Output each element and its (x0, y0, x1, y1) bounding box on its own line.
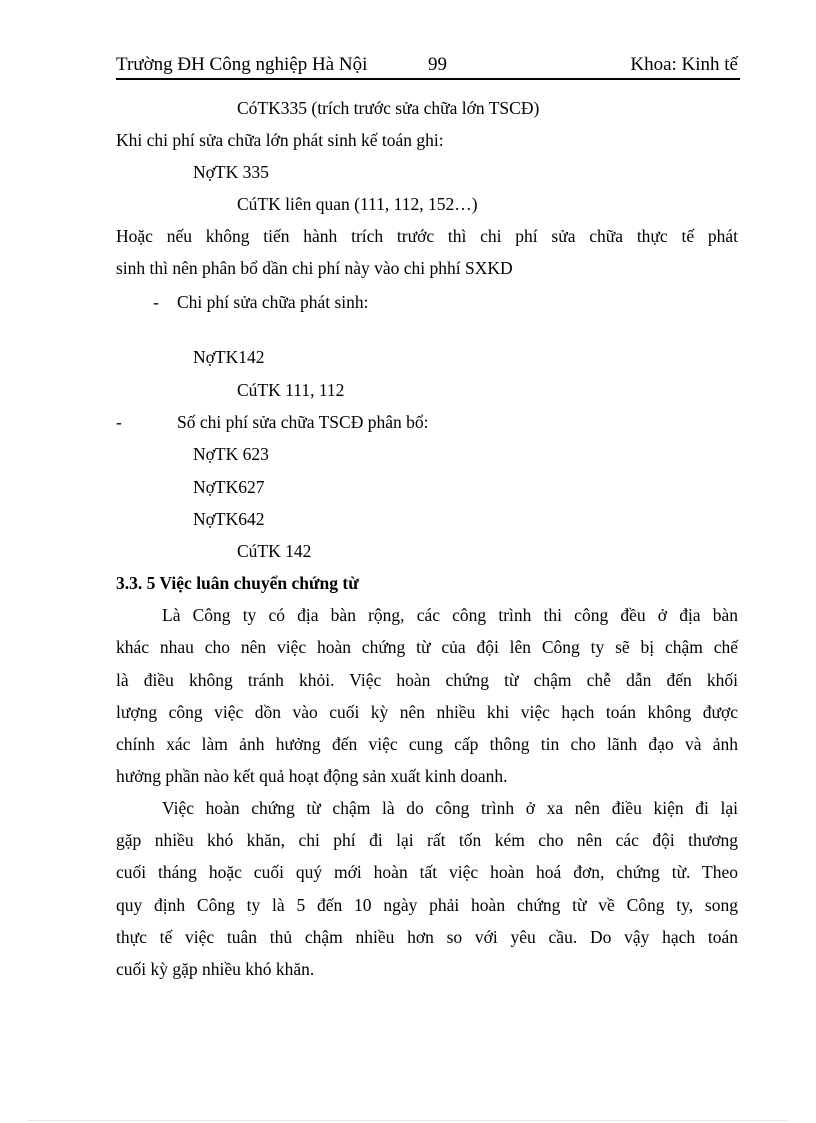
paragraph-line: chính xác làm ảnh hưởng đến việc cung cấp thông tin cho lãnh đạo và ảnh (116, 734, 738, 754)
paragraph-line: thực tế việc tuân thủ chậm nhiều hơn so với yêu cầu. Do vậy hạch toán (116, 927, 738, 947)
entry-debit-142: NợTK142 (193, 347, 265, 367)
bullet-text: Số chi phí sửa chữa TSCĐ phân bổ: (177, 412, 429, 432)
paragraph-line: là điều không tránh khỏi. Việc hoàn chứng từ chậm chễ dẫn đến khối (116, 670, 738, 690)
text-line: sinh thì nên phân bổ dần chi phí này vào chi phhí SXKD (116, 258, 513, 278)
bullet-text: Chi phí sửa chữa phát sinh: (177, 292, 369, 312)
text-line-justified: Hoặc nếu không tiến hành trích trước thì chi phí sửa chữa thực tế phát (116, 226, 738, 246)
bullet-dash: - (116, 412, 122, 432)
paragraph-line: Là Công ty có địa bàn rộng, các công trình thi công đều ở địa bàn (162, 605, 738, 625)
text-line: Khi chi phí sửa chữa lớn phát sinh kế toán ghi: (116, 130, 444, 150)
entry-debit-642: NợTK642 (193, 509, 265, 529)
entry-credit-335: CóTK335 (trích trước sửa chữa lớn TSCĐ) (237, 98, 540, 118)
entry-credit-111-112: CúTK 111, 112 (237, 380, 345, 400)
header-school: Trường ĐH Công nghiệp Hà Nội (116, 54, 368, 75)
paragraph-line: gặp nhiều khó khăn, chi phí đi lại rất tốn kém cho nên các đội thương (116, 830, 738, 850)
entry-credit-related: CúTK liên quan (111, 112, 152…) (237, 194, 478, 214)
entry-debit-335: NợTK 335 (193, 162, 269, 182)
paragraph-line: cuối kỳ gặp nhiều khó khăn. (116, 959, 315, 979)
paragraph-line: cuối tháng hoặc cuối quý mới hoàn tất việc hoàn hoá đơn, chứng từ. Theo (116, 862, 738, 882)
entry-debit-623: NợTK 623 (193, 444, 269, 464)
section-heading: 3.3. 5 Việc luân chuyển chứng từ (116, 573, 359, 593)
paragraph-line: lượng công việc dồn vào cuối kỳ nên nhiều khi việc hạch toán không được (116, 702, 738, 722)
entry-debit-627: NợTK627 (193, 477, 265, 497)
bullet-dash: - (153, 292, 159, 312)
page-bottom-border (28, 1120, 788, 1121)
header-department: Khoa: Kinh tế (630, 54, 738, 75)
paragraph-line: quy định Công ty là 5 đến 10 ngày phải hoàn chứng từ về Công ty, song (116, 895, 738, 915)
page-header (116, 52, 740, 80)
paragraph-line: khác nhau cho nên việc hoàn chứng từ của đội lên Công ty sẽ bị chậm chế (116, 637, 738, 657)
page-number: 99 (428, 54, 447, 75)
paragraph-line: hưởng phần nào kết quả hoạt động sản xuất kinh doanh. (116, 766, 508, 786)
entry-credit-142: CúTK 142 (237, 541, 312, 561)
paragraph-line: Việc hoàn chứng từ chậm là do công trình ở xa nên điều kiện đi lại (162, 798, 738, 818)
